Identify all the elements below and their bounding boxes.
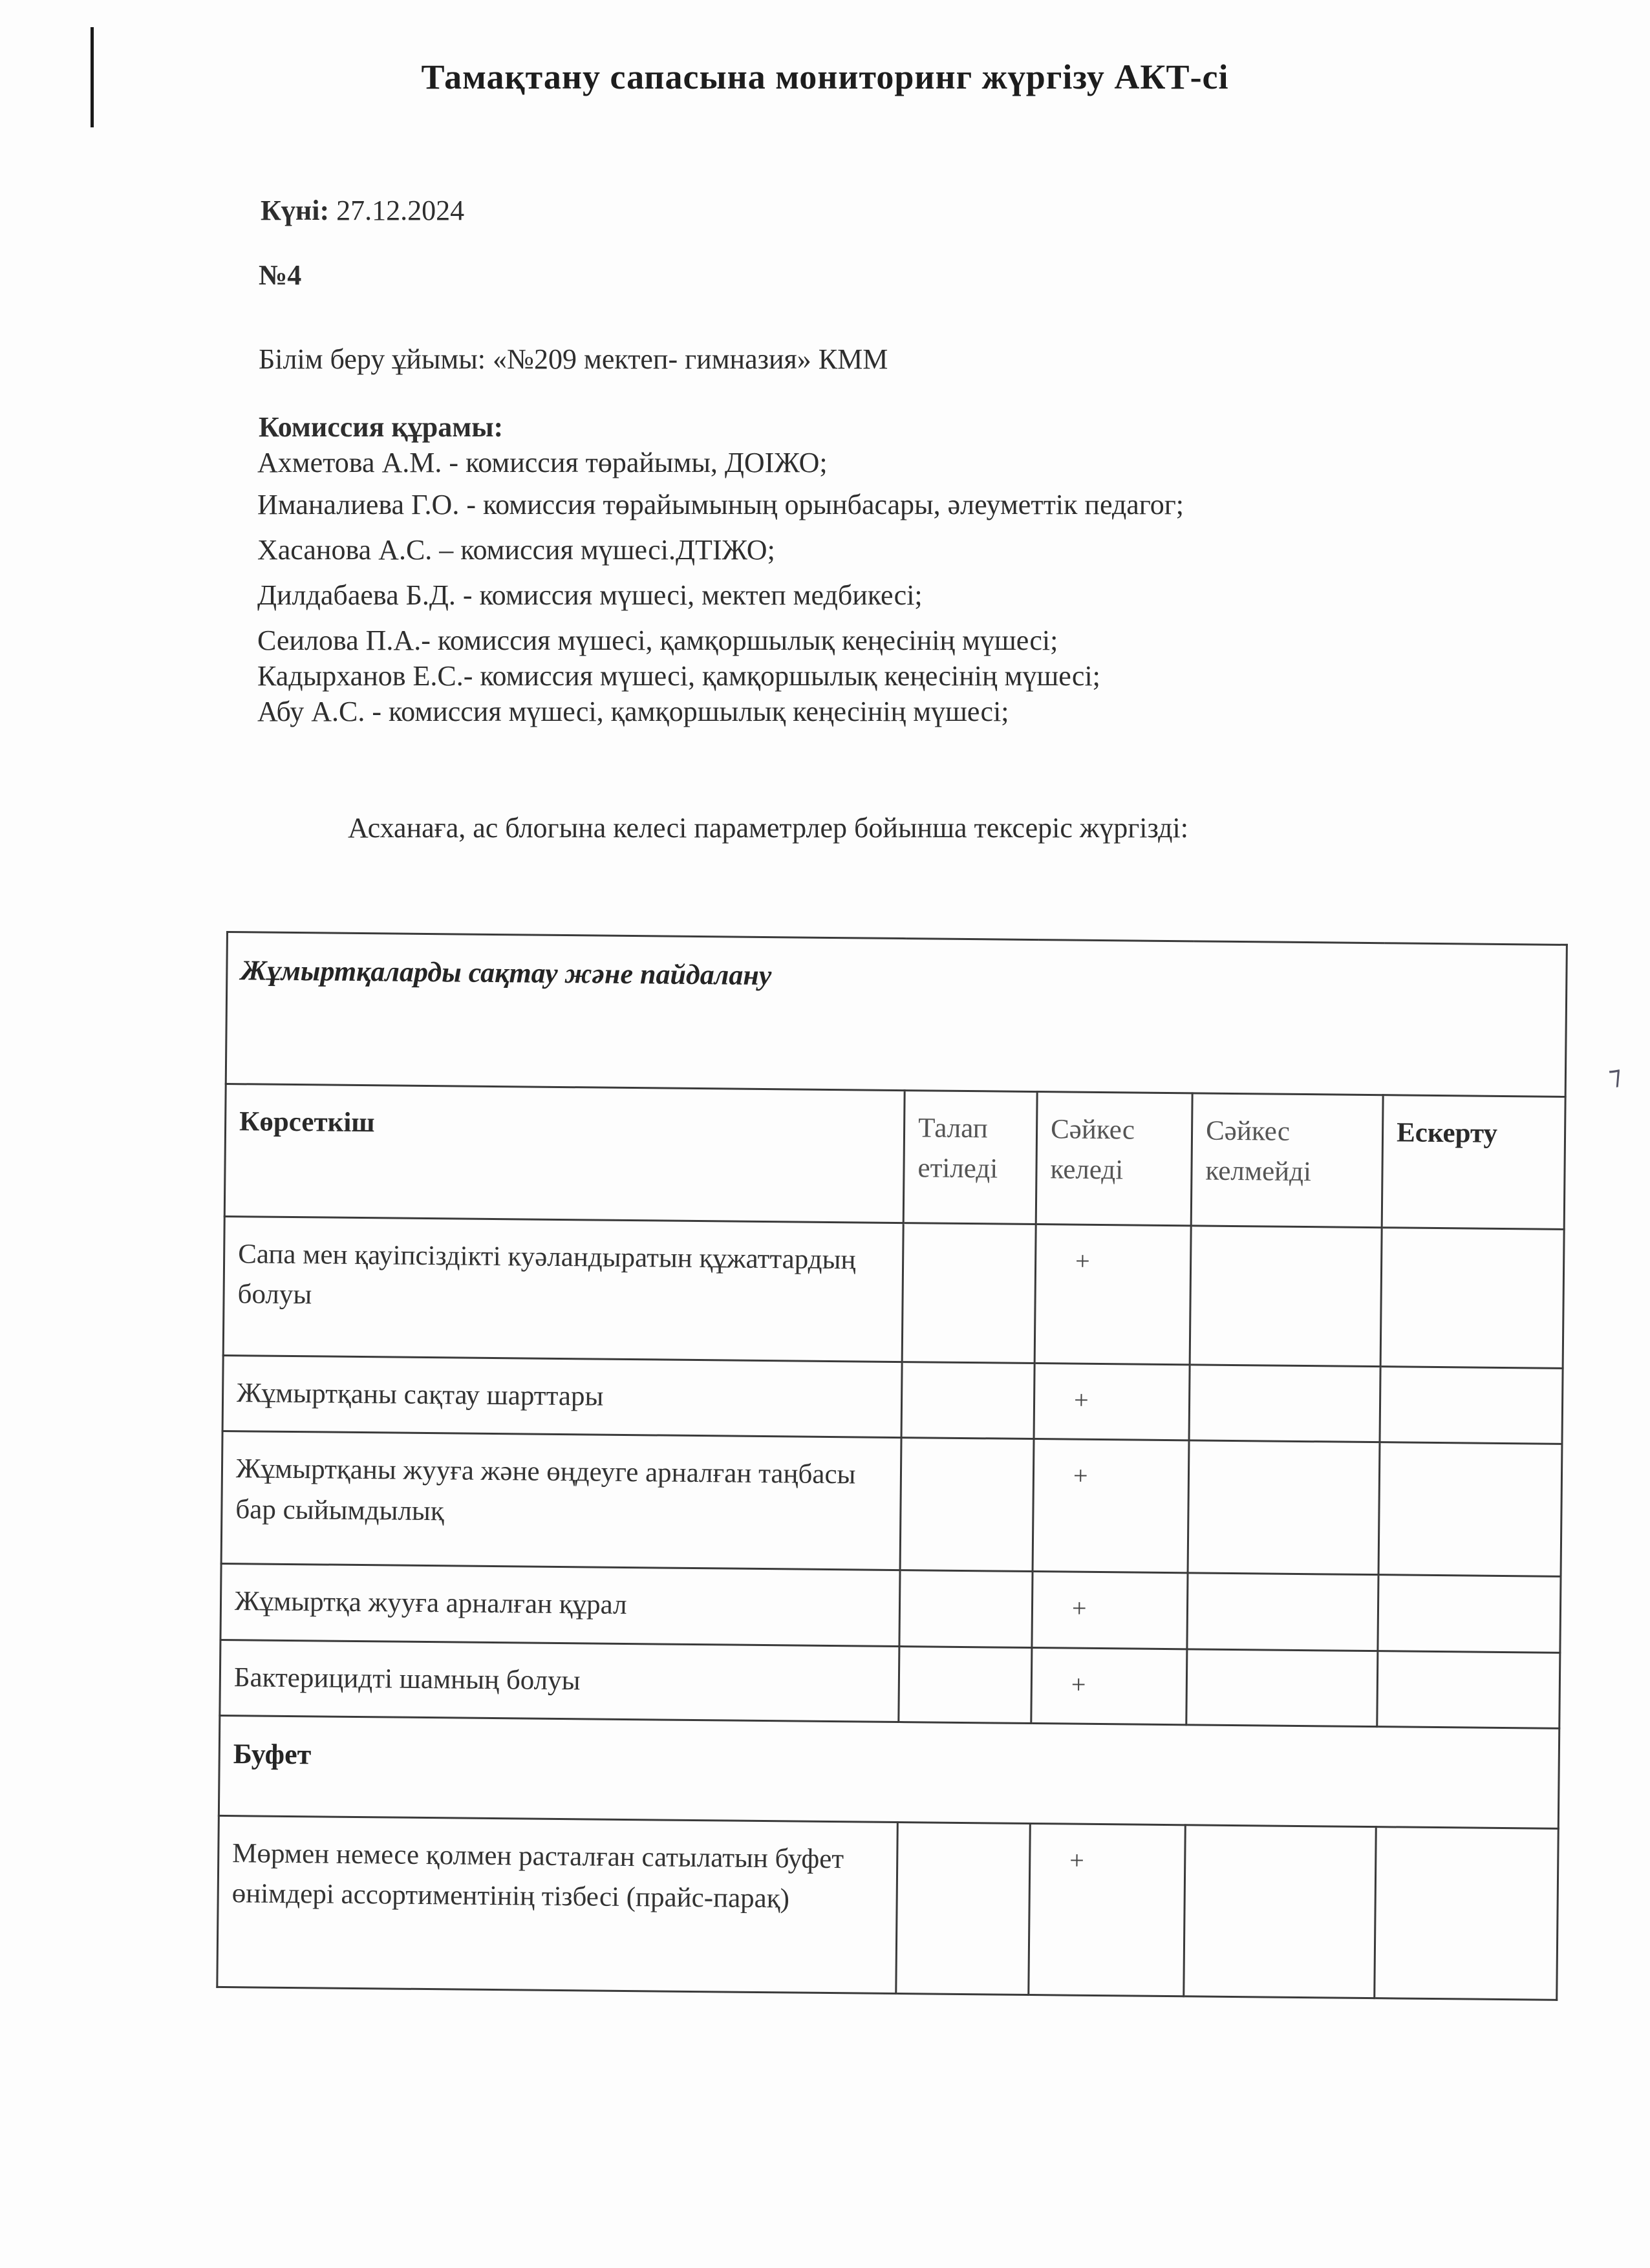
row-note — [1377, 1651, 1560, 1728]
row-noncompliant — [1190, 1226, 1382, 1367]
date-line — [261, 194, 464, 227]
row-required — [901, 1362, 1034, 1439]
row-indicator: Жұмыртқа жууға арналған құрал — [220, 1564, 900, 1646]
row-note — [1380, 1367, 1563, 1444]
header-noncompliant: Сәйкес келмейді — [1191, 1093, 1383, 1228]
row-compliant: + — [1031, 1647, 1187, 1725]
row-required — [899, 1570, 1033, 1647]
table-row — [222, 1355, 1563, 1444]
commission-member: Хасанова А.С. – комиссия мүшесі.ДТІЖО; — [257, 534, 775, 566]
row-indicator: Жұмыртқаны жууға және өңдеуге арналған таңбасы бар сыйымдылық — [221, 1431, 901, 1570]
commission-member: Абу А.С. - комиссия мүшесі, қамқоршылық кеңесінің мүшесі; — [257, 696, 1009, 727]
row-noncompliant — [1188, 1440, 1380, 1575]
header-note: Ескерту — [1382, 1095, 1565, 1230]
row-noncompliant — [1186, 1649, 1378, 1727]
row-required — [896, 1823, 1031, 1995]
row-compliant: + — [1032, 1572, 1188, 1649]
row-compliant: + — [1034, 1364, 1190, 1441]
row-compliant: + — [1033, 1439, 1189, 1573]
row-indicator: Бактерицидті шамның болуы — [220, 1640, 899, 1722]
intro-line: Асханаға, ас блогына келесі параметрлер бойынша тексеріс жүргізді: — [348, 812, 1188, 844]
row-compliant: + — [1034, 1225, 1191, 1365]
row-indicator: Сапа мен қауіпсіздікті куәландыратын құжаттардың болуы — [223, 1216, 903, 1362]
document-title: Тамақтану сапасына мониторинг жүргізу АКТ-сі — [421, 58, 1229, 96]
commission-title: Комиссия құрамы: — [259, 411, 504, 443]
row-note — [1375, 1827, 1559, 2000]
commission-member: Ахметова А.М. - комиссия төрайымы, ДОІЖО; — [257, 447, 828, 478]
table-row — [217, 1815, 1558, 2000]
row-noncompliant — [1184, 1825, 1377, 1998]
act-number: №4 — [259, 259, 302, 291]
date-label: Күні: — [261, 195, 330, 226]
monitoring-table-wrap — [216, 931, 1566, 2001]
row-compliant: + — [1029, 1824, 1186, 1996]
row-indicator: Жұмыртқаны сақтау шарттары — [222, 1355, 902, 1437]
date-value: 27.12.2024 — [336, 195, 465, 226]
commission-member: Дилдабаева Б.Д. - комиссия мүшесі, мектеп медбикесі; — [257, 579, 923, 611]
section-row — [226, 932, 1567, 1097]
margin-pen-mark: ⁊ — [1606, 1060, 1623, 1091]
monitoring-table — [216, 931, 1568, 2001]
row-note — [1378, 1442, 1562, 1577]
commission-member: Сеилова П.А.- комиссия мүшесі, қамқоршылық кеңесінің мүшесі; — [257, 625, 1058, 656]
row-note — [1378, 1575, 1561, 1653]
header-indicator: Көрсеткіш — [224, 1084, 905, 1223]
row-required — [900, 1438, 1034, 1572]
commission-member: Кадырханов Е.С.- комиссия мүшесі, қамқоршылық кеңесінің мүшесі; — [257, 660, 1100, 692]
table-row — [221, 1431, 1562, 1577]
commission-member: Иманалиева Г.О. - комиссия төрайымының орынбасары, әлеуметтік педагог; — [257, 489, 1184, 520]
header-row — [224, 1084, 1565, 1230]
organization-line: Білім беру ұйымы: «№209 мектеп- гимназия» КММ — [259, 343, 888, 375]
row-noncompliant — [1187, 1573, 1378, 1651]
table-row — [220, 1564, 1561, 1653]
row-required — [902, 1223, 1036, 1364]
header-required: Талап етіледі — [903, 1091, 1037, 1225]
row-indicator: Мөрмен немесе қолмен расталған сатылатын буфет өнімдері ассортиментінің тізбесі (прайс-парақ) — [217, 1815, 897, 1993]
table-row — [223, 1216, 1564, 1368]
row-required — [899, 1646, 1032, 1723]
table-row — [220, 1640, 1560, 1728]
header-compliant: Сәйкес келеді — [1036, 1092, 1192, 1226]
section-row — [219, 1715, 1559, 1828]
row-note — [1380, 1228, 1564, 1369]
row-noncompliant — [1189, 1365, 1380, 1442]
section-title-eggs: Жұмыртқаларды сақтау және пайдалану — [226, 932, 1567, 1097]
section-title-buffet: Буфет — [219, 1715, 1559, 1828]
